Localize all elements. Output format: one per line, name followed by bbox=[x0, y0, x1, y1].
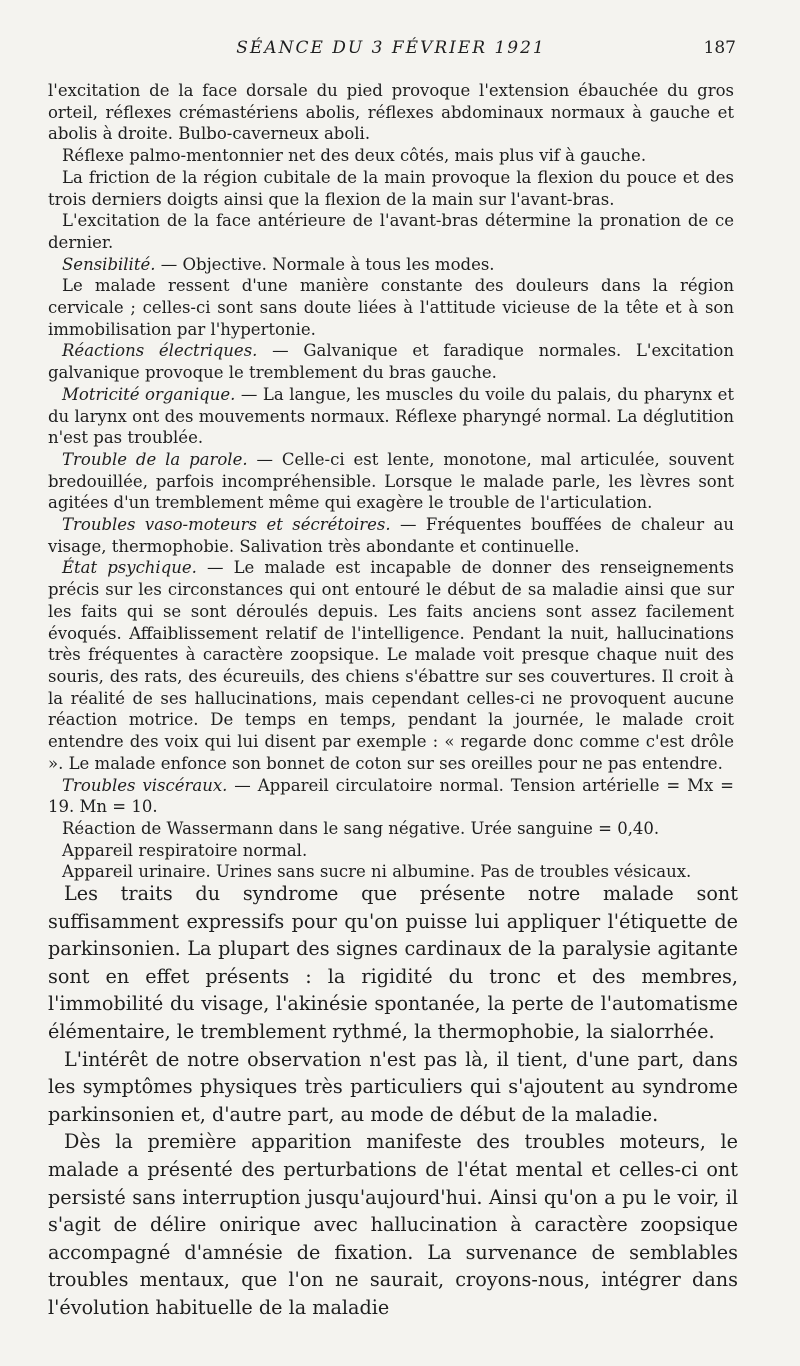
paragraph-text: — Galvanique et faradique normales. L'excitation galvanique provoque le tremblement du bras gauche. bbox=[48, 341, 734, 383]
paragraph-text: Réflexe palmo-mentonnier net des deux côtés, mais plus vif à gauche. bbox=[62, 146, 647, 166]
paragraph bbox=[48, 775, 734, 818]
case-notes bbox=[48, 80, 734, 883]
section-label: Réactions électriques. bbox=[62, 341, 258, 361]
section-label: Troubles viscéraux. bbox=[62, 775, 228, 795]
paragraph-text: — Fréquentes bouffées de chaleur au visage, thermophobie. Salivation très abondante et continuelle. bbox=[48, 515, 734, 556]
paragraph-text: La friction de la région cubitale de la main provoque la flexion du pouce et des trois derniers doigts ainsi que la flexion de la main sur l'avant-bras. bbox=[48, 167, 734, 209]
paragraph-text: — Le malade est incapable de donner des renseignements précis sur les circonstances qui ont entouré le début de sa maladie ainsi que sur les faits qui se sont déroulés depuis. Les faits anciens sont assez facilement évoqués. Affaiblissement relatif de l'intelligence. Pendant la nuit, hallucinations très fréquentes à caractère zoopsique. Le malade voit presque chaque nuit des souris, des rats, des écureuils, des chiens s'ébattre sur ses couvertures. Il croit à la réalité de ses hallucinations, mais cependant celles-ci ne provoquent aucune réaction motrice. De temps en temps, pendant la journée, le malade croit entendre des voix qui lui disent par exemple : « regarde donc comme c'est drôle ». Le malade enfonce son bonnet de coton sur ses oreilles pour ne pas entendre. bbox=[48, 558, 734, 773]
paragraph: L'intérêt de notre observation n'est pas là, il tient, d'une part, dans les symptômes physiques très particuliers qui s'ajoutent au syndrome parkinsonien et, d'autre part, au mode de début de la maladie. bbox=[48, 1047, 738, 1126]
running-head: SÉANCE DU 3 FÉVRIER 1921 bbox=[236, 38, 546, 58]
paragraph bbox=[48, 384, 734, 449]
paragraph bbox=[48, 254, 734, 276]
paragraph bbox=[48, 145, 734, 167]
paragraph-text: Le malade ressent d'une manière constante des douleurs dans la région cervicale ; celles-ci sont sans doute liées à l'attitude vicieuse de la tête et à son immobilisation par l'hypertonie. bbox=[48, 276, 734, 339]
paragraph bbox=[48, 449, 734, 514]
paragraph-text: Appareil respiratoire normal. bbox=[62, 840, 308, 860]
section-label: Sensibilité. bbox=[62, 254, 156, 274]
discussion bbox=[48, 880, 738, 1322]
paragraph bbox=[48, 514, 734, 557]
page-number: 187 bbox=[703, 38, 736, 58]
paragraph bbox=[48, 210, 734, 253]
section-label: Troubles vaso-moteurs et sécrétoires. bbox=[62, 515, 391, 535]
paragraph-text: Appareil urinaire. Urines sans sucre ni albumine. Pas de troubles vésicaux. bbox=[62, 862, 692, 882]
paragraph-text: — La langue, les muscles du voile du palais, du pharynx et du larynx ont des mouvements normaux. Réflexe pharyngé normal. La déglutition n'est pas troublée. bbox=[48, 384, 734, 448]
paragraph bbox=[48, 167, 734, 210]
paragraph-text: l'excitation de la face dorsale du pied provoque l'extension ébauchée du gros orteil, réflexes crémastériens abolis, réflexes abdominaux normaux à gauche et abolis à droite. Bulbo-caverneux aboli. bbox=[48, 81, 734, 144]
paragraph: Dès la première apparition manifeste des troubles moteurs, le malade a présenté des perturbations de l'état mental et celles-ci ont persisté sans interruption jusqu'aujourd'hui. Ainsi qu'on a pu le voir, il s'agit de délire onirique avec hallucination à caractère zoopsique accompagné d'amnésie de fixation. La survenance de semblables troubles mentaux, que l'on ne saurait, croyons-nous, intégrer dans l'évolution habituelle de la maladie bbox=[48, 1130, 738, 1319]
paragraph: Les traits du syndrome que présente notre malade sont suffisamment expressifs pour qu'on puisse lui appliquer l'étiquette de parkinsonien. La plupart des signes cardinaux de la paralysie agitante sont en effet présents : la rigidité du tronc et des membres, l'immobilité du visage, l'akinésie spontanée, la perte de l'automatisme élémentaire, le tremblement rythmé, la thermophobie, la sialorrhée. bbox=[48, 882, 738, 1043]
page-header bbox=[46, 34, 736, 62]
paragraph bbox=[48, 557, 734, 774]
paragraph-text: — Objective. Normale à tous les modes. bbox=[155, 254, 495, 274]
paragraph-text: — Celle-ci est lente, monotone, mal articulée, souvent bredouillée, parfois incompréhensible. Lorsque le malade parle, les lèvres sont agitées d'un tremblement même qui exagère le trouble de l'articulation. bbox=[48, 449, 734, 513]
paragraph-text: Réaction de Wassermann dans le sang négative. Urée sanguine = 0,40. bbox=[62, 818, 660, 838]
paragraph bbox=[48, 275, 734, 340]
paragraph bbox=[48, 80, 734, 145]
section-label: État psychique. bbox=[62, 558, 197, 578]
section-label: Trouble de la parole. bbox=[62, 449, 248, 469]
paragraph bbox=[48, 840, 734, 862]
paragraph-text: L'excitation de la face antérieure de l'avant-bras détermine la pronation de ce dernier. bbox=[48, 211, 734, 252]
paragraph bbox=[48, 340, 734, 383]
section-label: Motricité organique. bbox=[62, 384, 236, 404]
paragraph-text: — Appareil circulatoire normal. Tension artérielle = Mx = 19. Mn = 10. bbox=[48, 775, 735, 817]
paragraph bbox=[48, 818, 734, 840]
